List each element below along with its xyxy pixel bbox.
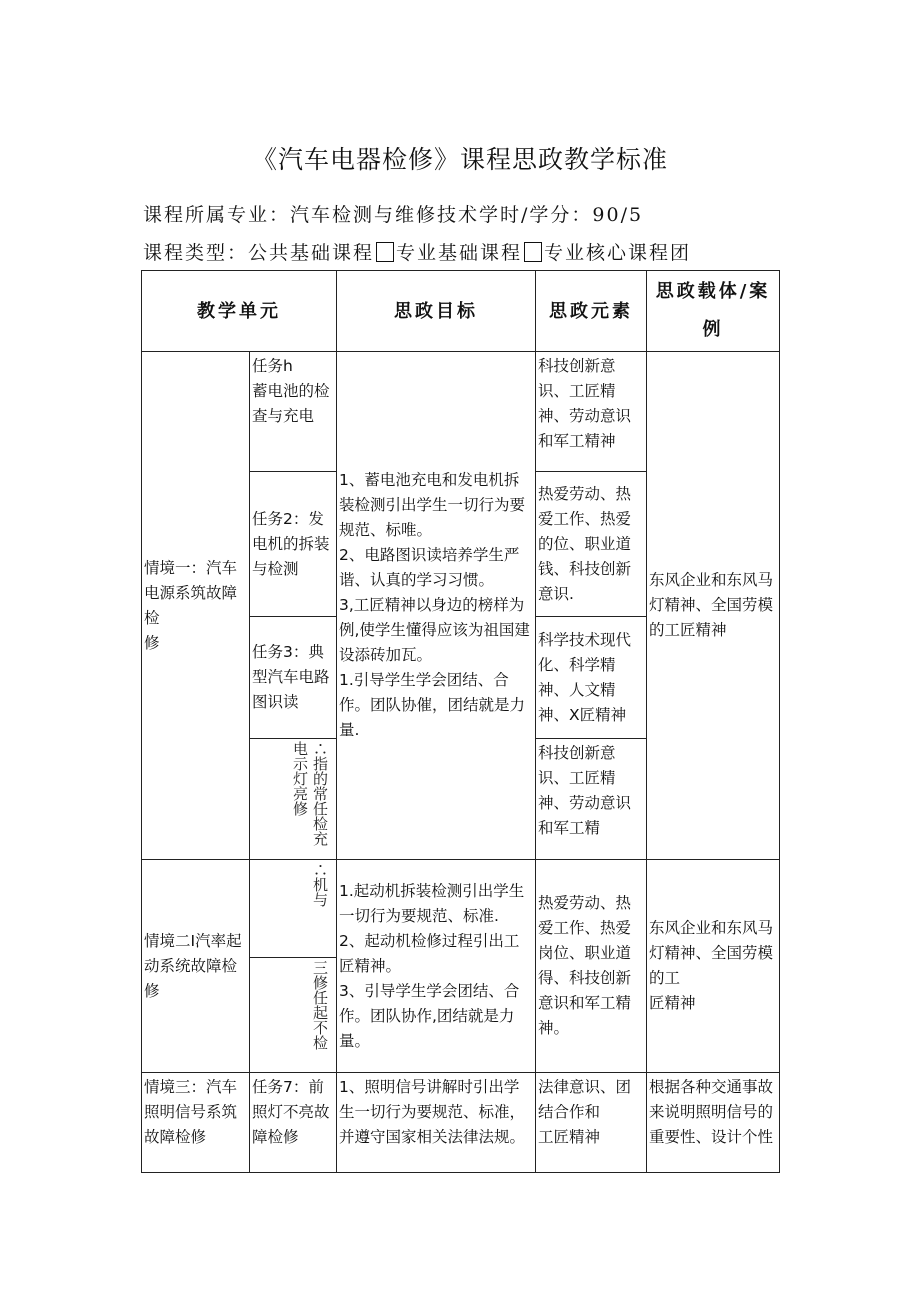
situation2-task1-cell — [250, 860, 337, 958]
course-type-prefix: 课程类型：公共基础课程 — [143, 242, 375, 264]
situation1-task1: 任务h 蓄电池的检查与充电 — [250, 352, 337, 472]
situation1-element4: 科技创新意识、工匠精神、劳动意识和军工精 — [536, 739, 647, 860]
header-row — [142, 271, 780, 352]
situation2-task2: 三修任起不检 — [311, 960, 329, 1050]
situation2-carrier: 东风企业和东风马灯精神、全国劳模的工 匠精神 — [647, 860, 780, 1073]
course-type-line — [143, 238, 691, 265]
situation3-task: 任务7：前照灯不亮故障检修 — [250, 1073, 337, 1173]
situation2-task1: ∴机与 — [311, 862, 329, 907]
table-row — [142, 352, 780, 472]
situation1-element1: 科技创新意识、工匠精神、劳动意识和军工精神 — [536, 352, 647, 472]
situation3-element: 法律意识、团结合作和 工匠精神 — [536, 1073, 647, 1173]
situation1-task3: 任务3：典型汽车电路图识读 — [250, 617, 337, 739]
header-goal: 思政目标 — [337, 271, 536, 352]
situation2-name: 情境二I汽率起动系统故障检 修 — [142, 860, 250, 1073]
header-carrier: 思政载体/案例 — [647, 271, 780, 352]
situation1-task2: 任务2：发电机的拆装与检测 — [250, 472, 337, 617]
course-major-line: 课程所属专业：汽车检测与维修技术学时/学分：90/5 — [143, 204, 644, 226]
checkbox-icon — [376, 242, 394, 262]
table-row — [142, 860, 780, 958]
header-element: 思政元素 — [536, 271, 647, 352]
situation3-carrier: 根据各种交通事故来说明照明信号的重要性、设计个性 — [647, 1073, 780, 1173]
page-title: 《汽车电器检修》课程思政教学标准 — [251, 145, 668, 174]
header-unit: 教学单元 — [142, 271, 337, 352]
situation3-name: 情境三：汽车照明信号系筑故障检修 — [142, 1073, 250, 1173]
course-type-mid: 专业基础课程 — [396, 242, 523, 264]
situation1-name: 情境一：汽车电源系筑故障检 修 — [142, 352, 250, 860]
situation1-goal: 1、蓄电池充电和发电机拆装检测引出学生一切行为要规范、标唯。 2、电路图识读培养学生严谐、认真的学习习惯。 3,工匠精神以身边的榜样为例,使学生懂得应该为祖国建设添砖加瓦。 1.引导学生学会团结、合作。团队协催，团结就是力量. — [337, 352, 536, 860]
situation1-carrier: 东风企业和东风马灯精神、全国劳模的工匠精神 — [647, 352, 780, 860]
situation1-element3: 科学技术现代化、科学精神、人文精神、X匠精神 — [536, 617, 647, 739]
standards-table — [141, 270, 780, 1173]
table-row — [142, 1073, 780, 1173]
situation1-element2: 热爱劳动、热爱工作、热爱的位、职业道钱、科技创新意识. — [536, 472, 647, 617]
situation1-task4-cell — [250, 739, 337, 860]
situation2-task2-cell — [250, 958, 337, 1073]
checkbox-icon — [524, 242, 542, 262]
course-type-suffix: 专业核心课程团 — [544, 242, 692, 264]
situation2-goal: 1.起动机拆装检测引出学生一切行为要规范、标准. 2、起动机检修过程引出工匠精神。 3、引导学生学会团结、合作。团队协作,团结就是力量。 — [337, 860, 536, 1073]
situation1-task4: ∴指的常任检充电示灯亮修 — [291, 741, 329, 846]
situation3-goal: 1、照明信号讲解时引出学生一切行为要规范、标准，并遵守国家相关法律法规。 — [337, 1073, 536, 1173]
situation2-element: 热爱劳动、热爱工作、热爱岗位、职业道得、科技创新意识和军工精神。 — [536, 860, 647, 1073]
